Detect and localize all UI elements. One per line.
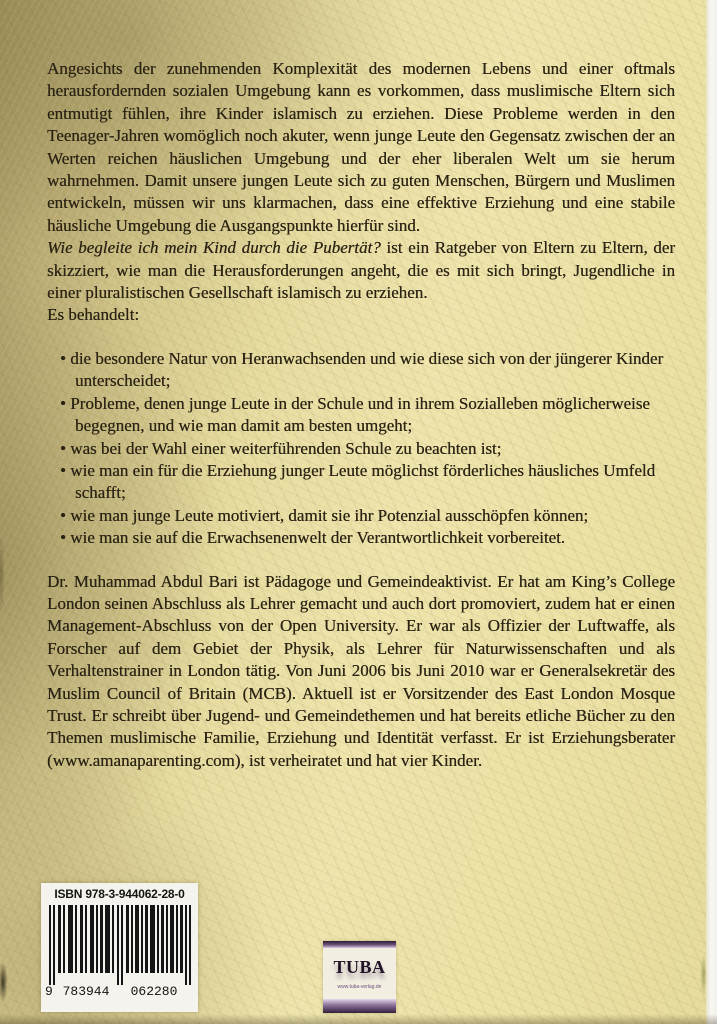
publisher-name: TUBA [333, 957, 386, 977]
author-bio: Dr. Muhammad Abdul Bari ist Pädagoge und Gemeindeaktivist. Er hat am King’s College London seinen Abschluss als Lehrer gemacht und auch dort promoviert, zudem hat er einen Management-Abschluss von der Open University. Er war als Offizier der Luftwaffe, als Forscher auf dem Gebiet der Physik, als Lehrer für Naturwissenschaften und als Verhaltenstrainer in London tätig. Von Juni 2006 bis Juni 2010 war er Generalsekretär des Muslim Council of Britain (MCB). Aktuell ist er Vorsitzender des East London Mosque Trust. Er schreibt über Jugend- und Gemeindethemen und hat bereits etliche Bücher zu den Themen muslimische Familie, Erziehung und Identität verfasst. Er ist Erziehungsberater (www.amanaparenting.com), ist verheiratet und hat vier Kinder. [47, 571, 675, 770]
topics-list [60, 348, 675, 550]
scan-smudge [0, 520, 6, 630]
topic-item: • die besondere Natur von Heranwachsenden und wie diese sich von der jüngerer Kinder unterscheidet; [60, 348, 675, 393]
barcode-digits-group2: 062280 [130, 984, 177, 997]
logo-top-band [323, 941, 396, 948]
book-title-italic: Wie begleite ich mein Kind durch die Pubertät? [47, 238, 381, 258]
topic-item: • was bei der Wahl einer weiterführenden Schule zu beachten ist; [60, 438, 675, 460]
list-intro: Es behandelt: [47, 305, 140, 325]
description-text: ist ein Ratgeber von Eltern zu Eltern, der skizziert, wie man die Herausforderungen angeht, die es mit sich bringt, Jugendliche in einer pluralistischen Gesellschaft islamisch zu erziehen. [47, 238, 675, 303]
description-paragraph [47, 237, 675, 304]
publisher-logo [323, 941, 396, 1013]
isbn-sticker [41, 883, 198, 1012]
intro-paragraph: Angesichts der zunehmenden Komplexität des modernen Lebens und einer oftmals herausfordernden sozialen Umgebung kann es vorkommen, dass muslimische Eltern sich entmutigt fühlen, ihre Kinder islamisch zu erziehen. Diese Probleme werden in den Teenager-Jahren womöglich noch akuter, wenn junge Leute den Gegensatz zwischen der an Werten reichen häuslichen Umgebung und der eher liberalen Welt um sie herum wahrnehmen. Damit unsere jungen Leute sich zu guten Menschen, Bürgern und Muslimen entwickeln, müssen wir uns klarmachen, dass eine effektive Erziehung und eine stabile häusliche Umgebung die Ausgangspunkte hierfür sind. [47, 59, 675, 235]
isbn-number: ISBN 978-3-944062-28-0 [54, 887, 185, 901]
barcode-digits-group1: 783944 [62, 984, 109, 997]
topic-item: • wie man ein für die Erziehung junger Leute möglichst förderliches häusliches Umfeld schafft; [60, 460, 675, 505]
scan-smudge [0, 956, 9, 1008]
topic-item: • Probleme, denen junge Leute in der Schule und in ihrem Sozialleben möglicherweise begegnen, und wie man damit am besten umgeht; [60, 393, 675, 438]
barcode [45, 903, 195, 997]
scan-edge-strip [706, 0, 717, 1024]
logo-bottom-band [323, 999, 396, 1013]
topic-item: • wie man junge Leute motiviert, damit sie ihr Potenzial ausschöpfen können; [60, 505, 675, 527]
back-cover-text [47, 58, 675, 772]
publisher-url: www.tuba-verlag.de [337, 984, 382, 990]
barcode-digit-left: 9 [44, 984, 53, 997]
topic-item: • wie man sie auf die Erwachsenenwelt der Verantwortlichkeit vorbereitet. [60, 527, 675, 549]
